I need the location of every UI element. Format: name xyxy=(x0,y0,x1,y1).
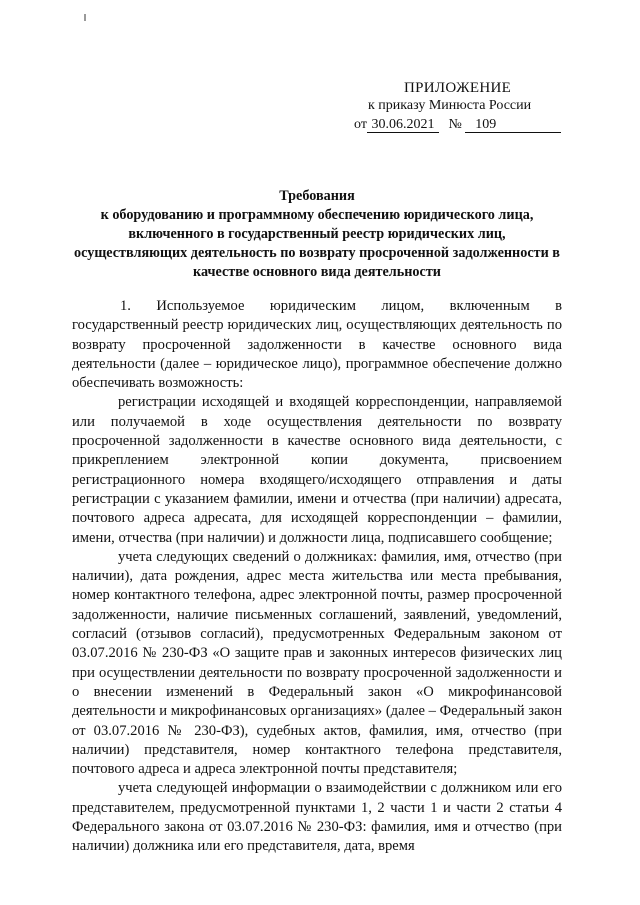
appendix-title: ПРИЛОЖЕНИЕ xyxy=(404,80,512,96)
heading-title: Требования xyxy=(279,188,355,204)
from-label: от xyxy=(354,117,367,132)
paragraph-1: 1. Используемое юридическим лицом, включенным в государственный реестр юридических лиц, осуществляющих деятельность по возврату просроченной задолженности в качестве основного вида деятельности (далее – юридическое лицо), программное обеспечение должно обеспечивать возможность: xyxy=(72,298,562,392)
order-date: 30.06.2021 xyxy=(367,117,439,133)
scan-mark xyxy=(84,14,86,21)
heading-subtitle: к оборудованию и программному обеспечению юридического лица, включенного в государственный реестр юридических лиц, осуществляющих деятельность по возврату просроченной задолженности в качестве основного вида деятельности xyxy=(74,207,560,280)
paragraph-3: учета следующих сведений о должниках: фамилия, имя, отчество (при наличии), дата рождения, адрес места жительства или места пребывания, номер контактного телефона, адрес электронной почты, размер просроченной задолженности, наличие письменных соглашений, заявлений, уведомлений, согласий (отзывов согласий), предусмотренных Федеральным законом от 03.07.2016 № 230-ФЗ «О защите прав и законных интересов физических лиц при осуществлении деятельности по возврату просроченной задолженности и о внесении изменений в Федеральный закон «О микрофинансовой деятельности и микрофинансовых организациях» (далее – Федеральный закон от 03.07.2016 № 230-ФЗ), судебных актов, фамилия, имя, отчество (при наличии) представителя, номер контактного телефона представителя, почтового адреса и адреса электронной почты представителя; xyxy=(72,548,562,778)
paragraph-2: регистрации исходящей и входящей корреспонденции, направляемой или получаемой в ходе осуществления деятельности по возврату просроченной задолженности в качестве основного вида деятельности, с прикреплением электронной копии документа, присвоением регистрационного номера входящего/исходящего отправления и даты регистрации с указанием фамилии, имени и отчества (при наличии) адресата, почтового адреса адресата, для исходящей корреспонденции – фамилии, имени, отчества (при наличии) и должности лица, подписавшего сообщение; xyxy=(72,394,562,546)
order-reference: к приказу Минюста России xyxy=(368,98,532,113)
document-body xyxy=(72,297,562,857)
order-date-number xyxy=(354,117,561,133)
requirements-heading xyxy=(72,187,562,282)
order-number: 109 xyxy=(465,117,561,133)
number-label: № xyxy=(448,117,462,132)
paragraph-4: учета следующей информации о взаимодействии с должником или его представителем, предусмотренной пунктами 1, 2 части 1 и части 2 статьи 4 Федерального закона от 03.07.2016 № 230-ФЗ: фамилия, имя и отчество (при наличии) должника или его представителя, дата, время xyxy=(72,780,562,855)
